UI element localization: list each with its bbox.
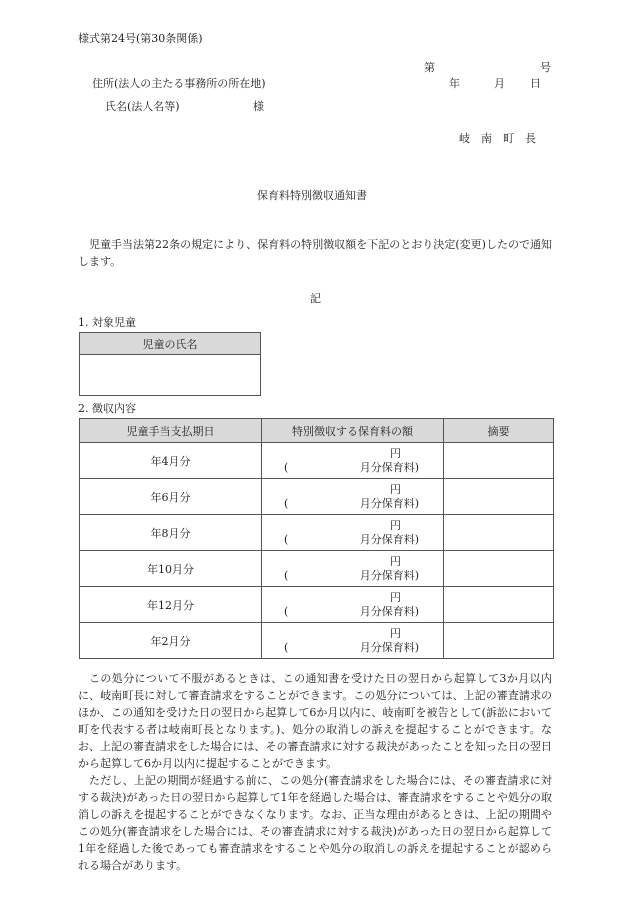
amount-cell — [262, 587, 444, 623]
collection-table — [79, 418, 554, 659]
remarks-cell — [444, 443, 554, 479]
month-fee-label: 月分保育料) — [359, 641, 419, 654]
amount-cell — [262, 479, 444, 515]
month-fee-label: 月分保育料) — [359, 533, 419, 546]
yen-label: 円 — [390, 519, 401, 532]
period-cell: 年10月分 — [80, 551, 262, 587]
period-cell: 年6月分 — [80, 479, 262, 515]
remarks-cell — [444, 587, 554, 623]
period-cell: 年2月分 — [80, 623, 262, 659]
month-fee-label: 月分保育料) — [359, 605, 419, 618]
address-label: 住所(法人の主たる事務所の所在地) — [92, 77, 266, 90]
target-child-table — [79, 332, 261, 396]
table-row — [80, 515, 554, 551]
remarks-cell — [444, 515, 554, 551]
paren-open: ( — [284, 641, 289, 654]
month-fee-label: 月分保育料) — [359, 497, 419, 510]
table-row — [80, 443, 554, 479]
child-name-cell — [80, 355, 261, 396]
date-day: 日 — [530, 77, 541, 90]
paren-open: ( — [284, 605, 289, 618]
honorific: 様 — [253, 100, 264, 113]
paren-open: ( — [284, 569, 289, 582]
amount-cell — [262, 623, 444, 659]
month-fee-label: 月分保育料) — [359, 569, 419, 582]
name-label: 氏名(法人名等) — [105, 100, 180, 113]
month-fee-label: 月分保育料) — [359, 461, 419, 474]
table-row — [80, 479, 554, 515]
section1-heading: 1. 対象児童 — [78, 316, 136, 329]
table-row — [80, 587, 554, 623]
remarks-cell — [444, 479, 554, 515]
paren-open: ( — [284, 461, 289, 474]
child-name-header: 児童の氏名 — [80, 333, 261, 355]
period-cell: 年12月分 — [80, 587, 262, 623]
issuer: 岐 南 町 長 — [459, 132, 536, 145]
table-row — [80, 551, 554, 587]
amount-cell — [262, 551, 444, 587]
date-year: 年 — [449, 77, 460, 90]
document-title: 保育料特別徴収通知書 — [257, 189, 367, 202]
appeal-notice-paragraph-1: この処分について不服があるときは、この通知書を受けた日の翌日から起算して3か月以内に、岐南町長に対して審査請求をすることができます。この処分については、上記の審査請求のほか、この通知を受けた日の翌日から起算して6か月以内に、岐南町を被告として(訴訟において町を代表する者は岐南町長となります。)、処分の取消しの訴えを提起することができます。なお、上記の審査請求をした場合には、その審査請求に対する裁決があったことを知った日の翌日から起算して6か月以内に提起することができます。 — [78, 672, 552, 770]
section2-heading: 2. 徴収内容 — [78, 402, 136, 415]
column-header-amount: 特別徴収する保育料の額 — [262, 419, 444, 443]
intro-paragraph: 児童手当法第22条の規定により、保育料の特別徴収額を下記のとおり決定(変更)したので通知します。 — [78, 238, 552, 268]
doc-number-prefix: 第 — [424, 61, 435, 74]
yen-label: 円 — [390, 447, 401, 460]
date-month: 月 — [494, 77, 505, 90]
column-header-payment-date: 児童手当支払期日 — [80, 419, 262, 443]
amount-cell — [262, 515, 444, 551]
table-row — [80, 623, 554, 659]
column-header-remarks: 摘要 — [444, 419, 554, 443]
yen-label: 円 — [390, 591, 401, 604]
paren-open: ( — [284, 533, 289, 546]
doc-number-suffix: 号 — [540, 61, 551, 74]
yen-label: 円 — [390, 555, 401, 568]
yen-label: 円 — [390, 483, 401, 496]
amount-cell — [262, 443, 444, 479]
remarks-cell — [444, 551, 554, 587]
period-cell: 年4月分 — [80, 443, 262, 479]
ki-label: 記 — [310, 292, 321, 305]
paren-open: ( — [284, 497, 289, 510]
remarks-cell — [444, 623, 554, 659]
period-cell: 年8月分 — [80, 515, 262, 551]
form-number: 様式第24号(第30条関係) — [78, 32, 203, 45]
yen-label: 円 — [390, 627, 401, 640]
appeal-notice-paragraph-2: ただし、上記の期間が経過する前に、この処分(審査請求をした場合には、その審査請求に対する裁決)があった日の翌日から起算して1年を経過した場合は、審査請求をすることや処分の取消しの訴えを提起することができなくなります。なお、正当な理由があるときは、上記の期間やこの処分(審査請求をした場合には、その審査請求に対する裁決)があった日の翌日から起算して1年を経過した後であっても審査請求をすることや処分の取消しの訴えを提起することが認められる場合があります。 — [78, 774, 552, 872]
